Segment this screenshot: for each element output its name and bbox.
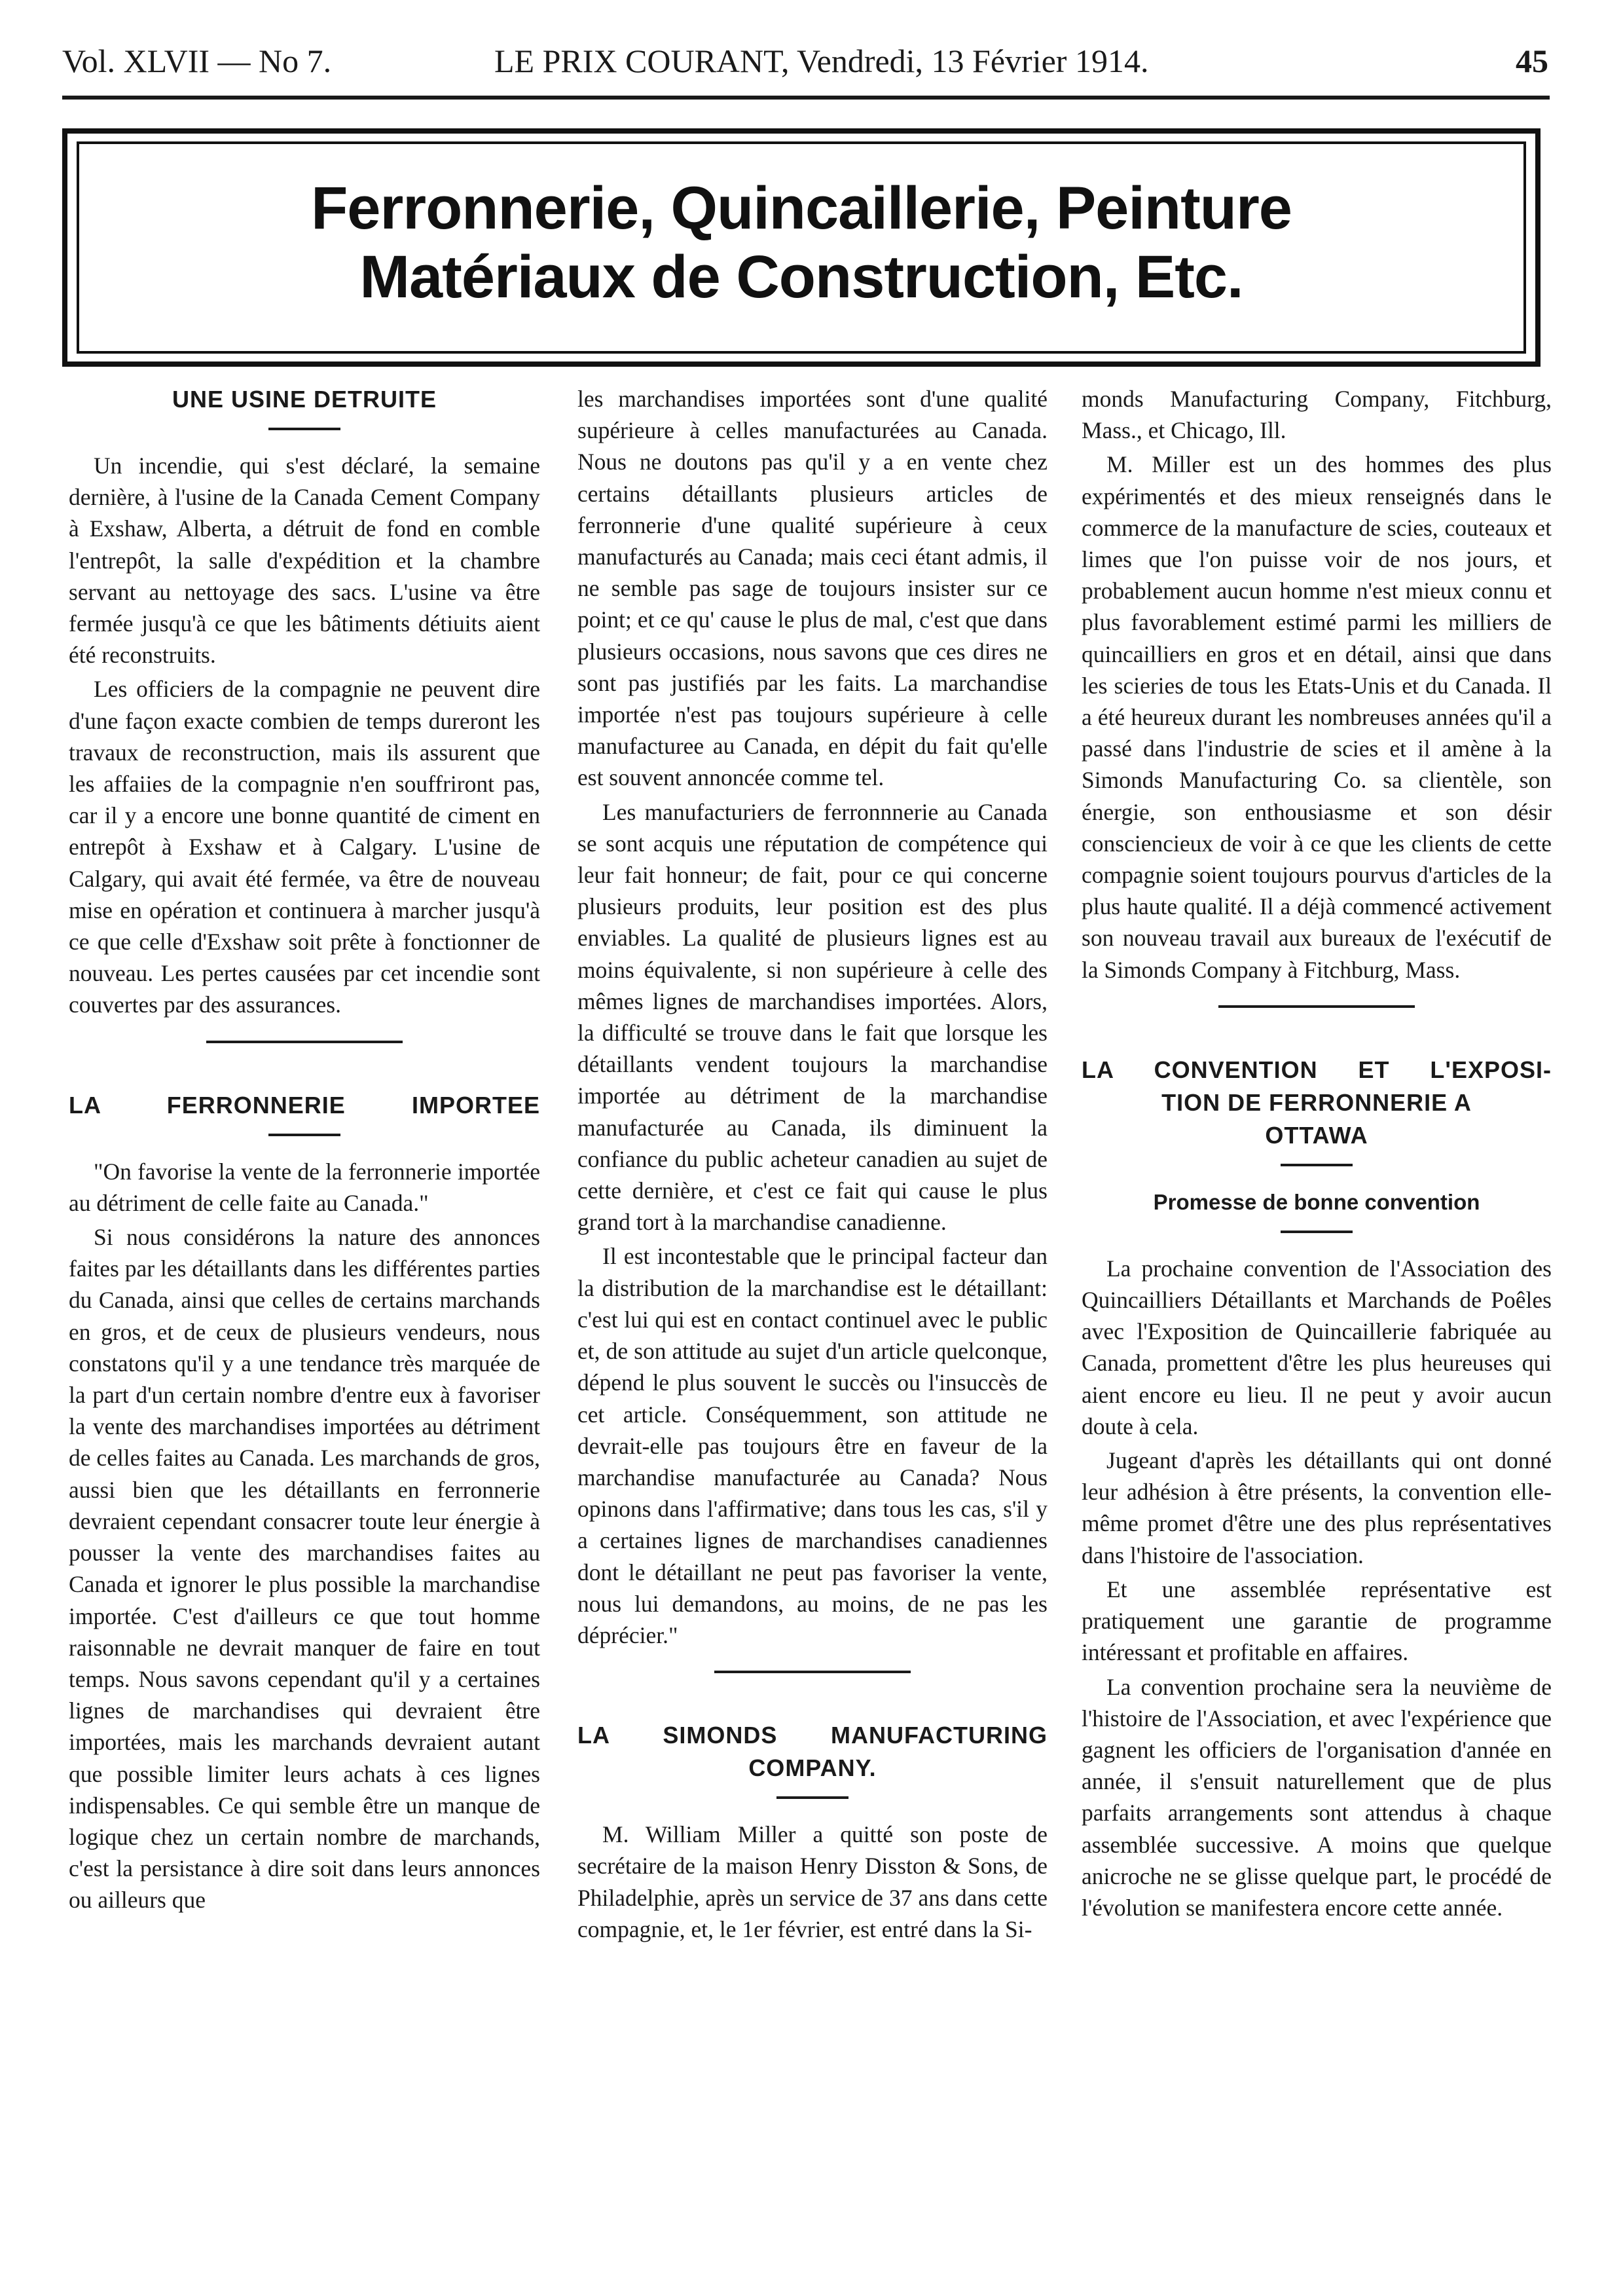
article-separator xyxy=(206,1041,403,1043)
article-separator xyxy=(1218,1005,1415,1008)
article-title-convention-line-2: TION DE FERRONNERIE A xyxy=(1161,1088,1472,1116)
paragraph: Les officiers de la compagnie ne peuvent dire d'une façon exacte combien de temps dureront les travaux de reconstruction, mais ils assurent que les affaiies de la compagnie n'en souffriront pas, car il y a encore une bonne quantité de ciment en entrepôt à Exshaw et à Calgary. L'usine de Calgary, qui avait été fermée, va être de nouveau mise en opération et continuera à marcher jusqu'à ce que celle d'Exshaw soit prête à fonctionner de nouveau. Les pertes causées par cet incendie sont couvertes par des assurances. xyxy=(69,676,540,1018)
paragraph: monds Manufacturing Company, Fitchburg, Mass., et Chicago, Ill. xyxy=(1082,386,1552,444)
title-rule xyxy=(268,428,340,430)
article-subtitle: Promesse de bonne convention xyxy=(1153,1189,1480,1214)
section-banner xyxy=(62,128,1541,367)
running-header xyxy=(62,38,1548,84)
paragraph: La convention prochaine sera la neuvième de l'histoire de l'Association, et avec l'expérience que gagnent les officiers de l'organisation d'année en année, il s'ensuit naturellement que de plus parfaits arrangements sont attendus à chaque assemblée successive. A moins que quelque anicroche ne se glisse quelque part, le procédé de l'évolution se manifestera encore cette année. xyxy=(1082,1673,1552,1921)
paragraph: "On favorise la vente de la ferronnerie importée au détriment de celle faite au Canada." xyxy=(69,1158,540,1216)
paragraph: La prochaine convention de l'Association des Quincailliers Détaillants et Marchands de Poêles avec l'Exposition de Quincaillerie fabriquée au Canada, promettent d'être les plus heureuses qui aient encore eu lieu. Il ne peut y avoir aucun doute à cela. xyxy=(1082,1255,1552,1439)
article-title-ferronnerie: LA FERRONNERIE IMPORTEE xyxy=(69,1091,540,1119)
paragraph: Et une assemblée représentative est pratiquement une garantie de programme intéressant et profitable en affaires. xyxy=(1082,1576,1552,1666)
subtitle-rule xyxy=(1281,1231,1353,1233)
title-rule xyxy=(268,1134,340,1136)
paragraph: Jugeant d'après les détaillants qui ont donné leur adhésion à être présents, la convention elle-même promet d'être une des plus représentatives dans l'histoire de l'association. xyxy=(1082,1447,1552,1568)
article-title-simonds-line-2: COMPANY. xyxy=(748,1754,877,1782)
title-rule xyxy=(1281,1164,1353,1166)
paragraph: Si nous considérons la nature des annonces faites par les détaillants dans les différentes parties du Canada, ainsi que celles de certains marchands en gros, et de ceux de plusieurs vendeurs, nous constatons qu'il y a une tendance très marquée de la part d'un certain nombre d'entre eux à favoriser la vente des marchandises importées au détriment de celles faites au Canada. Les marchands de gros, aussi bien que les détaillants en ferronnerie devraient cependant consacrer toute leur énergie à pousser la vente des marchandises faites au Canada et ignorer le plus possible la marchandise importée. C'est d'ailleurs ce que tout homme raisonnable ne devrait manquer de faire en tout temps. Nous savons cependant qu'il y a certaines lignes de marchandises qui devraient être importées, mais les marchands devraient autant que possible limiter leurs achats à ces lignes indispensables. Ce qui semble être un manque de logique chez un certain nombre de marchands, c'est la persistance à dire soit dans leurs annonces ou ailleurs que xyxy=(69,1224,540,1914)
volume-number: Vol. XLVII — No 7. xyxy=(62,43,332,79)
column-2 xyxy=(577,383,1048,1948)
article-title-convention-line-3: OTTAWA xyxy=(1265,1121,1368,1149)
page-number: 45 xyxy=(1516,43,1548,79)
paragraph: M. William Miller a quitté son poste de secrétaire de la maison Henry Disston & Sons, de Philadelphie, après un service de 37 ans dans cette compagnie, et, le 1er février, est entré dans la Si- xyxy=(577,1821,1048,1942)
title-rule xyxy=(776,1796,848,1799)
article-title-simonds-line-1: LA SIMONDS MANUFACTURING xyxy=(577,1722,1048,1749)
banner-title-line-1: Ferronnerie, Quincaillerie, Peinture xyxy=(311,175,1292,242)
banner-title-line-2: Matériaux de Construction, Etc. xyxy=(359,244,1243,310)
paragraph: Un incendie, qui s'est déclaré, la semaine dernière, à l'usine de la Canada Cement Company à Exshaw, Alberta, a détruit de fond en comble l'entrepôt, la salle d'expédition et la chambre servant au nettoyage des sacs. L'usine va être fermée jusqu'à ce que les bâtiments détiuits aient été reconstruits. xyxy=(69,453,540,669)
column-1 xyxy=(69,383,540,1919)
article-title-usine: UNE USINE DETRUITE xyxy=(172,386,437,413)
column-3 xyxy=(1082,383,1552,1926)
paragraph: Il est incontestable que le principal facteur dan la distribution de la marchandise est le détaillant: c'est lui qui est en contact continuel avec le public et, de son attitude au sujet d'un article quelconque, dépend le plus souvent le succès ou l'insuccès de cet article. Conséquemment, son attitude ne devrait-elle pas toujours être en faveur de la marchandise manufacturée au Canada? Nous opinons dans l'affirmative; dans tous les cas, s'il y a certaines lignes de marchandises canadiennes dont le détaillant ne peut pas favoriser la vente, nous lui demandons, au moins, de ne pas les déprécier." xyxy=(577,1243,1048,1648)
paragraph: les marchandises importées sont d'une qualité supérieure à celles manufacturées au Canada. Nous ne doutons pas qu'il y a en vente chez certains détaillants plusieurs articles de ferronnerie d'une qualité supérieure à ceux manufacturés au Canada; mais ceci étant admis, il ne semble pas sage de toujours insister sur ce point; et ce qu' cause le plus de mal, c'est que dans plusieurs occasions, nous savons que ces dires ne sont pas justifiés par les faits. La marchandise importée n'est pas toujours supérieure à celle manufacturee au Canada, en dépit du fait qu'elle est souvent annoncée comme tel. xyxy=(577,386,1048,791)
article-title-convention-line-1: LA CONVENTION ET L'EXPOSI- xyxy=(1082,1056,1552,1083)
publication-date-line: LE PRIX COURANT, Vendredi, 13 Février 1914. xyxy=(494,43,1149,79)
header-rule xyxy=(62,96,1550,100)
article-separator xyxy=(714,1671,911,1673)
paragraph: Les manufacturiers de ferronnnerie au Canada se sont acquis une réputation de compétence qui leur fait honneur; de fait, pour ce qui concerne plusieurs produits, leur position est des plus enviables. La qualité de plusieurs lignes est au moins équivalente, si non supérieure à celle des mêmes lignes de marchandises importées. Alors, la difficulté se trouve dans le fait que lorsque les détaillants vendent toujours la marchandise importée au détriment de la marchandise manufacturée au Canada, ils diminuent la confiance du public acheteur canadien au sujet de cette dernière, et c'est ce fait qui cause le plus grand tort à la marchandise canadienne. xyxy=(577,798,1048,1236)
paragraph: M. Miller est un des hommes des plus expérimentés et des mieux renseignés dans le commerce de la manufacture de scies, couteaux et limes que l'on puisse voir de nos jours, et probablement aucun homme n'est mieux connu et plus favorablement estimé parmi les milliers de quincailliers en gros et en détail, ainsi que dans les scieries de tous les Etats-Unis et du Canada. Il a été heureux durant les nombreuses années qu'il a passé dans l'industrie de scies et il amène à la Simonds Manufacturing Co. sa clientèle, son énergie, son enthousiasme et son désir consciencieux de voir à ce que les clients de cette compagnie soient toujours pourvus d'articles de la plus haute qualité. Il a déjà commencé activement son nouveau travail aux bureaux de l'exécutif de la Simonds Company à Fitchburg, Mass. xyxy=(1082,451,1552,983)
